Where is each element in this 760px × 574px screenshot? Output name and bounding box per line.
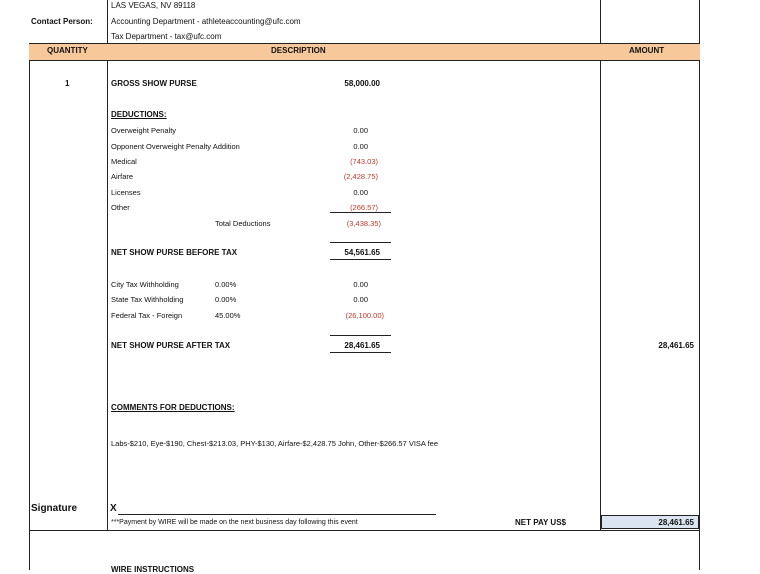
qty-divider	[107, 0, 108, 530]
net-pay-value: 28,461.65	[658, 518, 694, 527]
deduction-label: Airfare	[111, 172, 134, 181]
net-after-amount: 28,461.65	[658, 341, 694, 350]
table-header-bar	[29, 43, 700, 61]
tax-rule	[330, 335, 391, 336]
deduction-value: 0.00	[353, 188, 368, 197]
net-before-label: NET SHOW PURSE BEFORE TAX	[111, 248, 238, 257]
deduction-label: Other	[111, 203, 130, 212]
net-after-label: NET SHOW PURSE AFTER TAX	[111, 341, 231, 350]
subtotal-rule	[330, 212, 391, 213]
tax-rate: 0.00%	[215, 295, 237, 304]
deduction-value: (266.57)	[350, 203, 378, 212]
net-before-rule	[330, 259, 391, 260]
comments-text: Labs-$210, Eye-$190, Chest-$213.03, PHY-$130, Airfare-$2,428.75 John, Other-$266.57 VISA fee	[111, 439, 439, 448]
deduction-value: (2,428.75)	[343, 172, 378, 181]
tax-label: City Tax Withholding	[111, 280, 179, 289]
net-pay-label: NET PAY US$	[515, 518, 566, 527]
net-before-value: 54,561.65	[344, 248, 380, 257]
contact-accounting: Accounting Department - athleteaccounting@ufc.com	[111, 17, 301, 26]
header-amount: AMOUNT	[629, 46, 665, 55]
contact-label: Contact Person:	[31, 17, 93, 26]
total-deductions-label: Total Deductions	[215, 219, 271, 228]
tax-value: 0.00	[353, 280, 368, 289]
contact-tax: Tax Department - tax@ufc.com	[111, 32, 222, 41]
tax-rate: 0.00%	[215, 280, 237, 289]
deduction-value: (743.03)	[350, 157, 378, 166]
comments-heading: COMMENTS FOR DEDUCTIONS:	[111, 403, 235, 412]
gross-label: GROSS SHOW PURSE	[111, 79, 197, 88]
signature-label: Signature	[31, 503, 78, 514]
tax-label: State Tax Withholding	[111, 295, 184, 304]
net-after-rule	[330, 352, 391, 353]
left-border	[29, 43, 30, 570]
total-deductions-value: (3,438.35)	[346, 219, 381, 228]
city-line: LAS VEGAS, NV 89118	[111, 1, 196, 10]
line-quantity: 1	[65, 79, 70, 88]
signature-mark[interactable]: X	[110, 503, 117, 514]
header-quantity: QUANTITY	[47, 46, 88, 55]
payment-note: ***Payment by WIRE will be made on the next business day following this event	[111, 519, 358, 526]
deduction-label: Licenses	[111, 188, 141, 197]
signature-line	[118, 514, 436, 515]
deduction-value: 0.00	[353, 142, 368, 151]
tax-rate: 45.00%	[215, 311, 241, 320]
bottom-rule	[29, 530, 700, 531]
gross-value: 58,000.00	[344, 79, 380, 88]
tax-value: (26,100.00)	[345, 311, 384, 320]
net-after-value: 28,461.65	[344, 341, 380, 350]
tax-value: 0.00	[353, 295, 368, 304]
wire-instructions-heading: WIRE INSTRUCTIONS	[111, 565, 195, 574]
right-border	[699, 0, 700, 570]
amount-divider	[600, 0, 601, 530]
tax-label: Federal Tax - Foreign	[111, 311, 183, 320]
deduction-value: 0.00	[353, 126, 368, 135]
total-rule	[330, 242, 391, 243]
deduction-label: Medical	[111, 157, 137, 166]
deductions-heading: DEDUCTIONS:	[111, 110, 167, 119]
header-description: DESCRIPTION	[271, 46, 326, 55]
deduction-label: Opponent Overweight Penalty Addition	[111, 142, 240, 151]
deduction-label: Overweight Penalty	[111, 126, 177, 135]
